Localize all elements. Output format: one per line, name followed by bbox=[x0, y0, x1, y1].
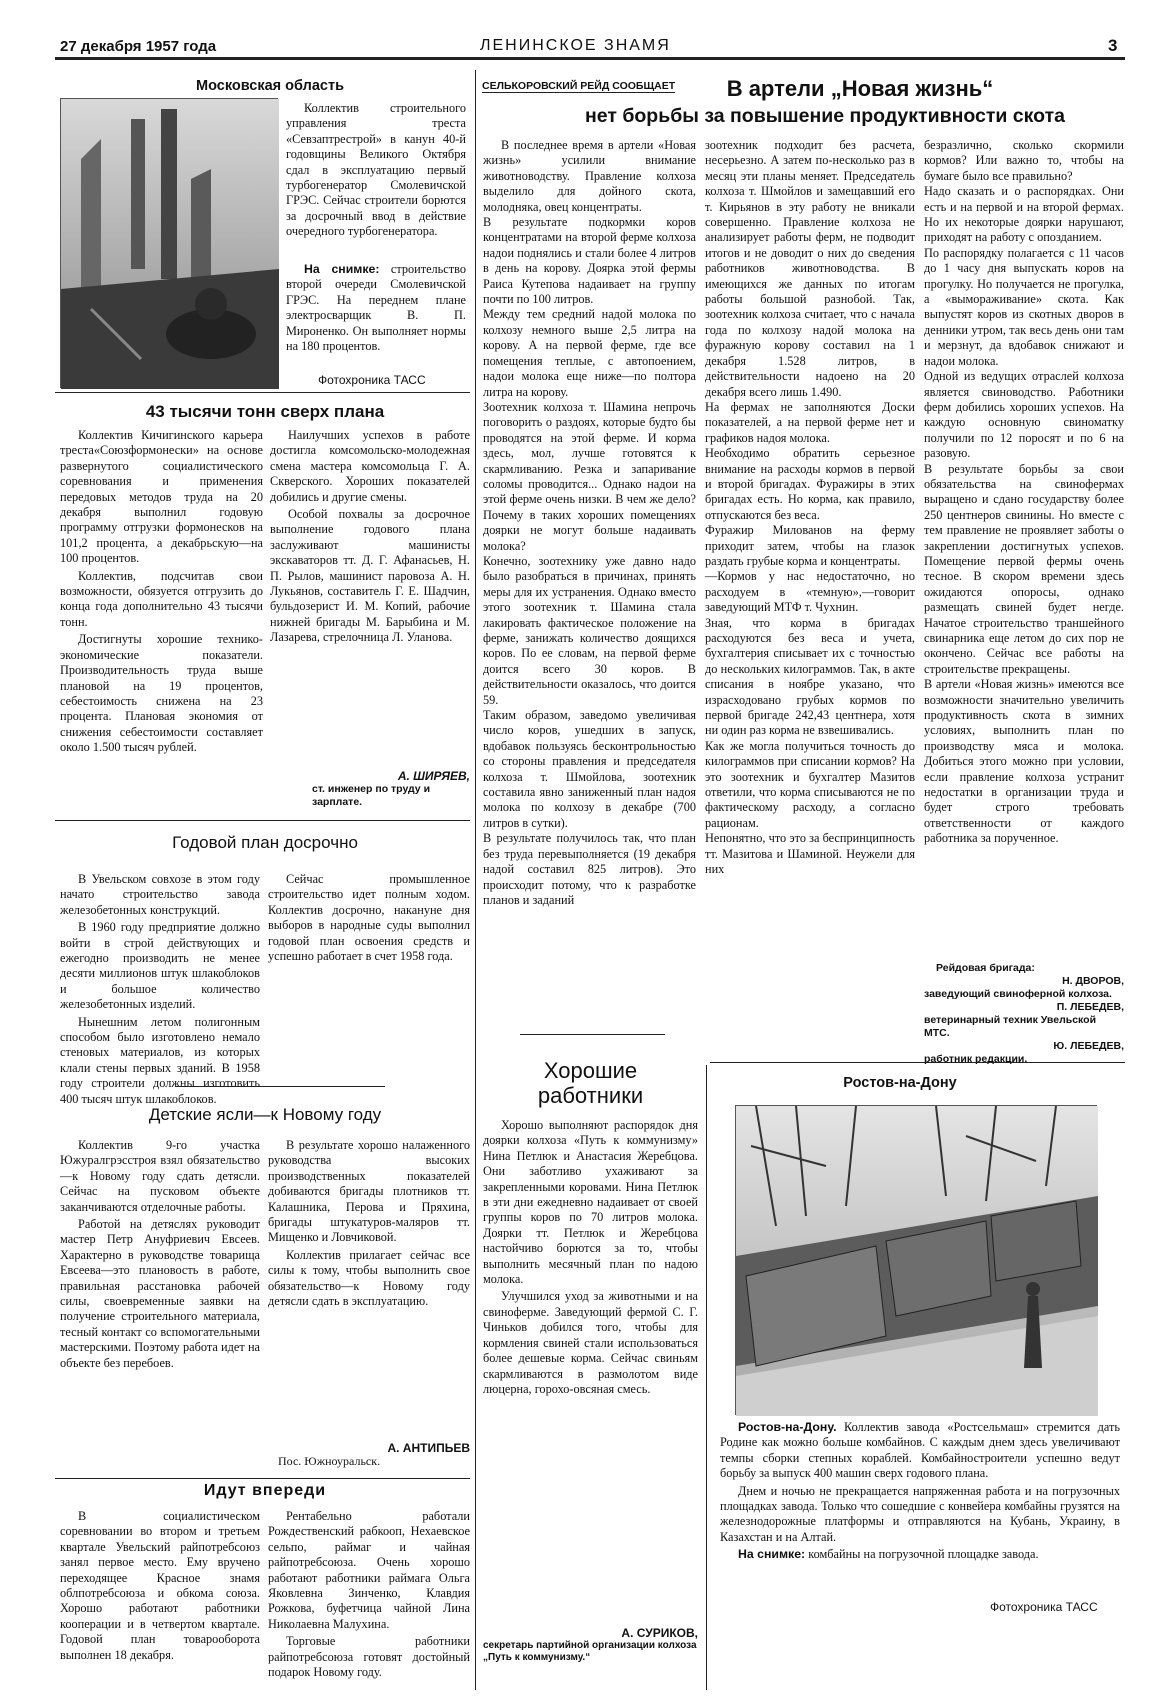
nursery-p2: Работой на детяслях руководит мастер Петр Ануфриевич Евсеев. Характерно в руководстве товарища Евсеева—это плановость в работе, правильная расстановка рабочей силы, своевременные заявки на получение строительного материала, тесный контакт со вспомогательными мастерскими. Поэтому работа идет на объекте без перебоев. bbox=[60, 1217, 260, 1370]
raid-col-3 bbox=[924, 138, 1124, 960]
ahead-col-2 bbox=[268, 1509, 470, 1705]
workers-signature bbox=[483, 1627, 698, 1664]
moscow-caption bbox=[286, 262, 466, 354]
rostov-caption-para bbox=[720, 1420, 1120, 1482]
workers-heading-1: Хорошие bbox=[543, 1058, 638, 1083]
column-rule-left bbox=[475, 70, 476, 1690]
masthead-date: 27 декабря 1957 года bbox=[60, 38, 217, 55]
workers-sig-role: секретарь партийной организации колхоза „Путь к коммунизму.“ bbox=[483, 1640, 697, 1663]
rule-tons-bottom bbox=[55, 820, 470, 821]
plan-p2: В 1960 году предприятие должно войти в строй действующих и ежегодно производить не менее десяти миллионов штук шлакоблоков и большое количество железобетонных изделий. bbox=[60, 920, 260, 1012]
ahead-p2: Рентабельно работали Рождественский рабкооп, Нехаевское сельпо, раймаг и чайная райпотребсоюза. Очень хорошо работают работники раймага Ольга Яковлевна Зинченко, Клавдия Рожкова, буфетчица чайной Лина Николаевна Малухина. bbox=[268, 1509, 470, 1631]
raid-col-2-text: зоотехник подходит без расчета, несерьезно. А затем по-несколько раз в месяц эти планы меняет. Председатель колхоза т. Шмойлов и замещавший его т. Кирьянов в эту работу не вникали совершенно. Правление колхоза не анализирует работы ферм, не подводит итогов и не доводит о них до сведения работников животноводства. В имеющихся же данных по итогам работы большой разнобой. Так, зоотехник колхоза считает, что с начала года по колхозу надой молока на фуражную корову составил на 1 декабря 1.528 литров, в действительности надоено на 20 декабря всего лишь 1.490. На фермах не заполняются Доски показателей, а на первой ферме нет и графиков надоя молока. Необходимо обратить серьезное внимание на расходы кормов в первой и второй бригадах. Фуражиры в этих бригадах есть. Но корма, как правило, отпускаются без веса. Фуражир Милованов на ферму приходит затем, чтобы на глазок раздать грубые корма и концентраты. —Кормов у нас недостаточно, но расходуем в «темную»,—говорит заведующий МТФ т. Чухнин. Зная, что корма в бригадах расходуются без веса и учета, бухгалтерия списывает их с точностью до нескольких килограммов. Так, в акте списания в ноябре указано, что израсходовано грубых кормов по первой бригаде 242,43 центнера, хотя ни один раз корма не взвешивались. Как же могла получиться точность до килограммов при списании кормов? На это зоотехник и бухгалтер Мазитов ответили, что корма списываются не по фактическому расходу, а согласно рационам. Непонятно, что это за беспринципность тт. Мазитова и Шаминой. Неужели для них bbox=[705, 138, 915, 877]
rule-plan-bottom bbox=[175, 1086, 385, 1087]
plan-p3: Нынешним летом полигонным способом было изготовлено немало стеновых материалов, из которых клали стены первых зданий. В 1958 году строители должны изготовить 400 тысяч штук шлакоблоков. bbox=[60, 1014, 260, 1106]
nursery-p1: Коллектив 9-го участка Южуралгрэсстроя взял обязательство—к Новому году сдать детясли. Сейчас на пусковом объекте заканчиваются отделочные работы. bbox=[60, 1138, 260, 1214]
ahead-heading: Идут впереди bbox=[203, 1482, 327, 1499]
raid-col-2 bbox=[705, 138, 915, 1056]
ahead-p3: Торговые работники райпотребсоюза готовят достойный подарок Новому году. bbox=[268, 1634, 470, 1680]
rostov-caption-text: Коллектив завода «Ростсельмаш» стремится дать Родине как можно больше комбайнов. С каждым днем здесь увеличивают темпы сборки степных кораблей. Комбайностроители успешно ведут борьбу за выпуск 400 машин сверх годового плана. bbox=[720, 1420, 1120, 1481]
rostov-photo bbox=[735, 1105, 1097, 1415]
raid-headline-1: В артели „Новая жизнь“ bbox=[726, 76, 994, 101]
nursery-sig-place: Пос. Южноуральск. bbox=[278, 1454, 381, 1468]
tons-sig-name: А. ШИРЯЕВ, bbox=[397, 769, 470, 783]
rule-nursery-bottom bbox=[55, 1478, 470, 1479]
tons-p1: Коллектив Кичигинского карьера треста«Союзформонески» на основе развернутого социалистического соревнования и применения передовых методов труда на 20 декабря выполнил годовую программу отгрузки формонесков на 101,2 процента, а декабрьскую—на 100 процентов. bbox=[60, 428, 263, 566]
raid-col-1 bbox=[483, 138, 696, 1026]
combines-image bbox=[736, 1106, 1098, 1416]
rostov-caption-lead: Ростов-на-Дону. bbox=[738, 1420, 837, 1434]
page-number: 3 bbox=[1108, 36, 1118, 55]
raid-sig3-name: Ю. ЛЕБЕДЕВ, bbox=[1053, 1040, 1124, 1052]
plan-p4: Сейчас промышленное строительство идет полным ходом. Коллектив досрочно, накануне дня выборов в народные суды выполнил годовой план освоения средств и успешно работает в счет 1958 года. bbox=[268, 872, 470, 964]
rostov-credit: Фотохроника ТАСС bbox=[990, 1600, 1098, 1614]
rule-raid-bottom bbox=[710, 1062, 1125, 1063]
moscow-caption-lead: На снимке: bbox=[304, 262, 380, 276]
workers-p2: Улучшился уход за животными и на свиноферме. Заведующий фермой С. Г. Чиньков добился того, чтобы для кормления свиней стали использоваться более дешевые корма. Сейчас свиньям скармливаются в размолотом виде люцерна, горохо-овсяная смесь. bbox=[483, 1289, 698, 1396]
nursery-col-2 bbox=[268, 1138, 470, 1438]
plan-col-1 bbox=[60, 872, 260, 1106]
tons-sig-role: ст. инженер по труду и зарплате. bbox=[312, 783, 431, 808]
nursery-heading: Детские ясли—к Новому году bbox=[148, 1105, 382, 1124]
moscow-credit: Фотохроника ТАСС bbox=[318, 373, 426, 387]
raid-sig2-role: ветеринарный техник Увельской МТС. bbox=[924, 1014, 1097, 1039]
tons-p2: Коллектив, подсчитав свои возможности, обязуется отгрузить до конца года дополнительно 43 тысячи тонн. bbox=[60, 568, 263, 629]
raid-sig2-name: П. ЛЕБЕДЕВ, bbox=[1056, 1001, 1124, 1013]
raid-headline-2: нет борьбы за повышение продуктивности скота bbox=[585, 105, 1065, 127]
rostov-caption bbox=[720, 1420, 1120, 1590]
raid-brigade-label: Рейдовая бригада: bbox=[936, 962, 1035, 974]
power-plant-image bbox=[61, 99, 279, 389]
rostov-heading: Ростов-на-Дону bbox=[843, 1075, 957, 1091]
plan-col-2 bbox=[268, 872, 470, 1072]
rostov-snap-lead: На снимке: bbox=[738, 1547, 806, 1562]
raid-sig3-role: работник редакции. bbox=[924, 1053, 1028, 1065]
nursery-signature bbox=[278, 1442, 470, 1468]
raid-signatures bbox=[924, 962, 1124, 1066]
moscow-photo bbox=[60, 98, 278, 388]
column-rule-right bbox=[706, 1065, 707, 1690]
rostov-snap-para bbox=[720, 1547, 1120, 1562]
masthead-title: ЛЕНИНСКОЕ ЗНАМЯ bbox=[480, 37, 671, 54]
raid-kicker: СЕЛЬКОРОВСКИЙ РЕЙД СООБЩАЕТ bbox=[482, 80, 676, 92]
raid-sig1-name: Н. ДВОРОВ, bbox=[1062, 975, 1124, 987]
ahead-p1: В социалистическом соревновании во втором и третьем квартале Увельский райпотребсоюз занял первое место. Ему вручено переходящее Красное знамя облпотребсоюза и обкома союза. Хорошо работают работники кооперации и в четвертом квартале. Годовой план товарооборота выполнен 18 декабря. bbox=[60, 1509, 260, 1662]
tons-p4: Наилучших успехов в работе достигла комсомольско-молодежная смена мастера комсомольца Г. А. Скверского. Хороших показателей добились и другие смены. bbox=[270, 428, 470, 504]
rule-moscow-bottom bbox=[55, 392, 470, 393]
masthead-rule bbox=[55, 57, 1125, 60]
nursery-col-1 bbox=[60, 1138, 260, 1478]
tons-col-2 bbox=[270, 428, 470, 768]
tons-p5: Особой похвалы за досрочное выполнение годового плана заслуживают машинисты экскаваторов тт. Д. Г. Афанасьев, Н. П. Рылов, машинист паровоза А. Н. Лукьянов, составитель Г. Е. Шадчин, бульдозерист И. М. Копий, рабочие нижней бригады М. Барыбина и М. Лазарева, стрелочница Л. Уланова. bbox=[270, 507, 470, 645]
tons-signature bbox=[300, 770, 470, 809]
nursery-p4: Коллектив прилагает сейчас все силы к тому, чтобы выполнить свое обязательство—к Новому году детясли сдать в эксплуатацию. bbox=[268, 1247, 470, 1309]
moscow-caption-text: строительство второй очереди Смолевичской ГРЭС. На переднем плане электросварщик В. П. Мироненко. Он выполняет нормы на 180 процентов. bbox=[286, 262, 466, 354]
tons-col-1 bbox=[60, 428, 263, 803]
plan-heading: Годовой план досрочно bbox=[172, 833, 358, 852]
nursery-p3: В результате хорошо налаженного руководства высоких производственных показателей добиваются бригады плотников тт. Калашника, Перова и Пряхина, бригады штукатуров-маляров тт. Мищенко и Ловчиковой. bbox=[268, 1138, 470, 1245]
nursery-sig-name: А. АНТИПЬЕВ bbox=[387, 1441, 470, 1455]
raid-sig1-role: заведующий свиноферной колхоза. bbox=[924, 988, 1112, 1000]
rostov-snap-text: комбайны на погрузочной площадке завода. bbox=[805, 1547, 1039, 1562]
plan-p1: В Увельском совхозе в этом году начато строительство завода железобетонных конструкций. bbox=[60, 872, 260, 917]
workers-p1: Хорошо выполняют распорядок дня доярки колхоза «Путь к коммунизму» Нина Петлюк и Анастасия Жеребцова. Они заботливо ухаживают за закрепленными коровами. Нина Петлюк в эти дни ежедневно надаивает от своей группы коров по 70 литров молока. Доярки тт. Петлюк и Жеребцова настойчиво борются за то, чтобы выполнить месячный план по надою молока. bbox=[483, 1118, 698, 1287]
workers-text bbox=[483, 1118, 698, 1623]
raid-col-1-text: В последнее время в артели «Новая жизнь» усилили внимание животноводству. Правление колхоза выделило для дойного скота, молодняка, овец концентраты. В результате подкормки коров концентратами на второй ферме колхоза надои поднялись и стали более 4 литров в день на корову. Доярка этой фермы Раиса Кутепова надаивает на группу почти по 100 литров. Между тем средний надой молока по колхозу немного выше 2,5 литра на корову. А на первой ферме, где все помещения теплые, с автопоением, надои молока еще ниже—по полтора литра на корову. Зоотехник колхоза т. Шамина непрочь поговорить о раздоях, которые будто бы проводятся на этой ферме. И корма здесь, мол, лучше готовятся к скармливанию. Резка и запаривание соломы проводится... Однако надои на этой ферме очень низки. В чем же дело? Почему в таких хороших помещениях доярки не могут больше надаивать молока? Конечно, зоотехнику уже давно надо было разобраться в причинах, принять меры для их устранения. Однако вместо этого зоотехник т. Шамина стала лакировать фактическое положение на ферме, занижать количество доящихся коров. По ее словам, на первой ферме доится всего 30 коров. В действительности оказалось, что доится 59. Таким образом, заведомо увеличивая число коров, ушедших в запуск, вдобавок пользуясь бесконтрольностью со стороны правления и председателя колхоза т. Шмойлова, зоотехник составила явно заниженный план надоя молока по колхозу в декабре (700 литров в сутки). В результате получилось так, что план без труда перевыполняется (19 декабря надой составил 825 литров). Это происходит потому, что к разработке планов и заданий bbox=[483, 138, 696, 907]
rostov-caption-2: Днем и ночью не прекращается напряженная работа и на погрузочных площадках завода. Только что сошедшие с конвейера комбайны грузятся на железнодорожные платформы и отправляются на Кубань, Украину, в Казахстан и на Алтай. bbox=[720, 1483, 1120, 1544]
raid-col-3-text: безразлично, сколько скормили кормов? Или важно то, чтобы на бумаге было все правильно? Надо сказать и о распорядках. Они есть и на первой и на второй фермах. Но их некоторые доярки нарушают, приходят на работу с опозданием. По распорядку полагается с 11 часов до 1 часу дня выпускать коров на прогулку. Но получается не прогулка, а «вымораживание» скота. Как выпустят коров из скотных дворов в денники утром, так весь день они там и мерзнут, да вдобавок снижают и надои молока. Одной из ведущих отраслей колхоза является свиноводство. Работники ферм добились хороших успехов. На каждую основную свиноматку получили по 12 поросят и по 6 на разовую. В результате борьбы за свои обязательства на свинофермах выращено и сдано государству более 250 центнеров свинины. Но вместе с тем правление не проявляет заботы о закреплении достигнутых успехов. Помещение первой фермы очень тесное. В скором времени здесь ожидаются опоросы, однако размещать свиней будет негде. Начатое строительство траншейного свинарника еще летом до сих пор не окончено. Сейчас все работы на строительстве прекращены. В артели «Новая жизнь» имеются все возможности значительно увеличить продуктивность скота в зимних условиях, выполнить план по производству мяса и молока. Добиться этого можно при условии, если правление колхоза устранит недостатки в организации труда и будет строго требовать ответственности от каждого работника за порученное. bbox=[924, 138, 1124, 846]
tons-heading: 43 тысячи тонн сверх плана bbox=[145, 402, 385, 421]
workers-heading bbox=[483, 1058, 698, 1108]
moscow-heading: Московская область bbox=[196, 78, 344, 94]
rule-workers-top bbox=[520, 1034, 665, 1035]
workers-sig-name: А. СУРИКОВ, bbox=[621, 1626, 698, 1640]
ahead-col-1 bbox=[60, 1509, 260, 1705]
moscow-text: Коллектив строительного управления треста «Севзаптрестрой» в канун 40-й годовщины Великого Октября сдал в эксплуатацию первый турбогенератор Смолевичской ГРЭС. Сейчас строители борются за досрочный ввод в действие очередного турбогенератора. bbox=[286, 101, 466, 239]
workers-heading-2: работники bbox=[537, 1083, 644, 1108]
tons-p3: Достигнуты хорошие технико-экономические показатели. Производительность труда выше плановой на 19 процентов, себестоимость снижена на 23 процента. Плановая экономия от снижения себестоимости составляет около 1.500 тысяч рублей. bbox=[60, 632, 263, 755]
